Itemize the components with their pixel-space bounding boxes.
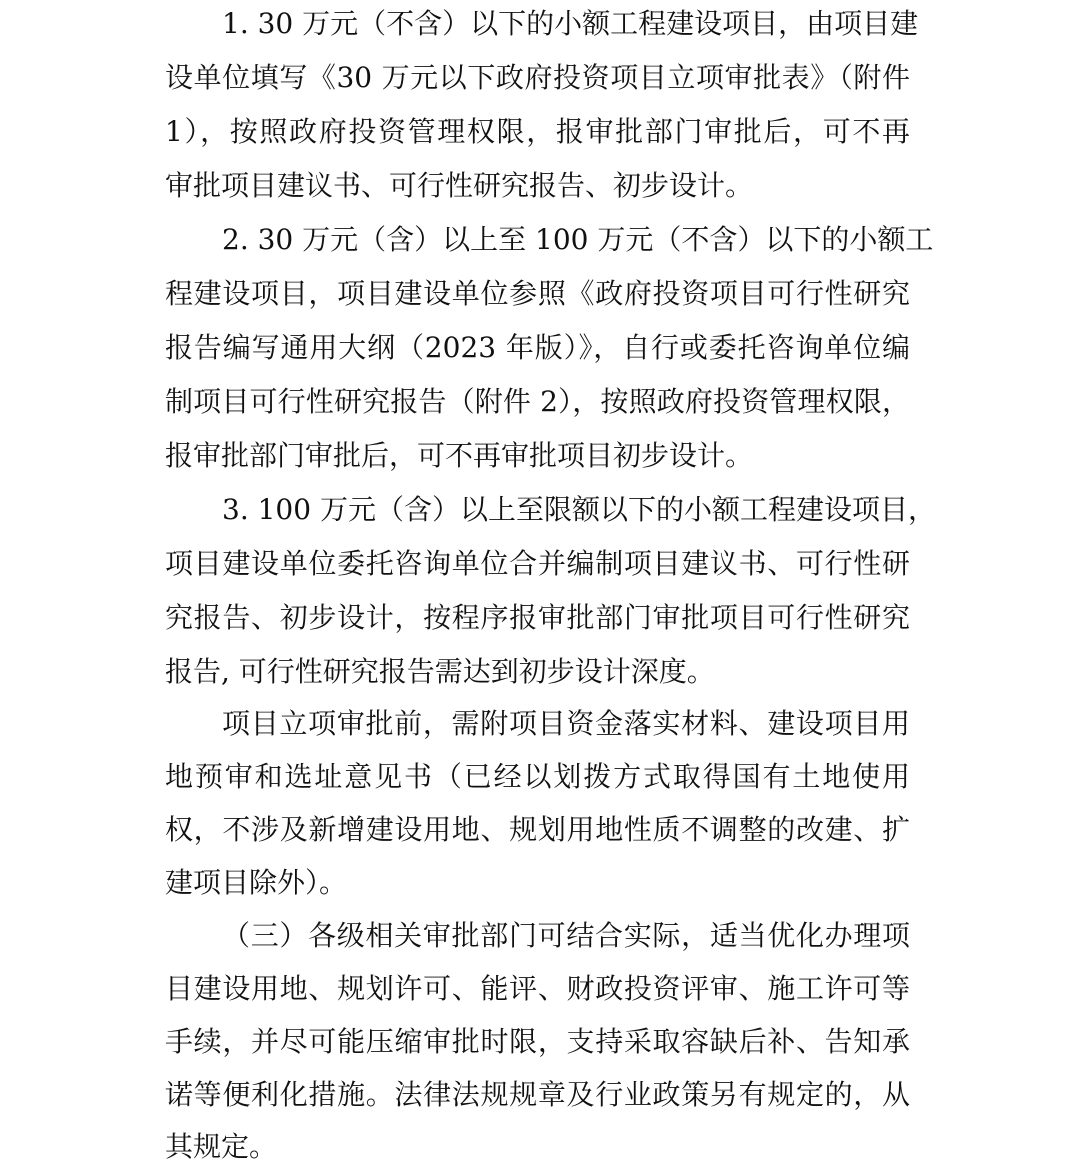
section-3-line-3: 手续，并尽可能压缩审批时限，支持采取容缺后补、告知承 (165, 1025, 910, 1058)
clause-2-line-5: 报审批部门审批后，可不再审批项目初步设计。 (165, 439, 754, 472)
section-3-line-2: 目建设用地、规划许可、能评、财政投资评审、施工许可等 (165, 972, 910, 1005)
clause-1-line-1: 1. 30 万元（不含）以下的小额工程建设项目，由项目建 (222, 7, 919, 40)
section-3-line-4: 诺等便利化措施。法律法规规章及行业政策另有规定的，从 (165, 1078, 910, 1111)
approval-materials-line-3: 权，不涉及新增建设用地、规划用地性质不调整的改建、扩 (165, 813, 910, 846)
approval-materials-line-1: 项目立项审批前，需附项目资金落实材料、建设项目用 (222, 707, 910, 740)
clause-2-line-1: 2. 30 万元（含）以上至 100 万元（不含）以下的小额工 (222, 223, 934, 256)
clause-2-line-2: 程建设项目，项目建设单位参照《政府投资项目可行性研究 (165, 277, 910, 310)
clause-3-line-1: 3. 100 万元（含）以上至限额以下的小额工程建设项目， (222, 493, 936, 526)
clause-3-line-2: 项目建设单位委托咨询单位合并编制项目建议书、可行性研 (165, 547, 910, 580)
clause-1-line-2: 设单位填写《30 万元以下政府投资项目立项审批表》（附件 (165, 61, 910, 94)
clause-2-line-4: 制项目可行性研究报告（附件 2），按照政府投资管理权限， (165, 385, 910, 418)
section-3-line-1: （三）各级相关审批部门可结合实际，适当优化办理项 (222, 919, 910, 952)
approval-materials-line-4: 建项目除外）。 (165, 866, 348, 899)
approval-materials-line-2: 地预审和选址意见书（已经以划拨方式取得国有土地使用 (165, 760, 910, 793)
clause-1-line-3: 1），按照政府投资管理权限，报审批部门审批后，可不再 (165, 115, 910, 148)
clause-3-line-3: 究报告、初步设计，按程序报审批部门审批项目可行性研究 (165, 601, 910, 634)
clause-3-line-4: 报告, 可行性研究报告需达到初步设计深度。 (165, 655, 715, 688)
clause-1-line-4: 审批项目建议书、可行性研究报告、初步设计。 (165, 169, 754, 202)
clause-2-line-3: 报告编写通用大纲（2023 年版）》，自行或委托咨询单位编 (165, 331, 910, 364)
section-3-line-5: 其规定。 (165, 1130, 278, 1163)
